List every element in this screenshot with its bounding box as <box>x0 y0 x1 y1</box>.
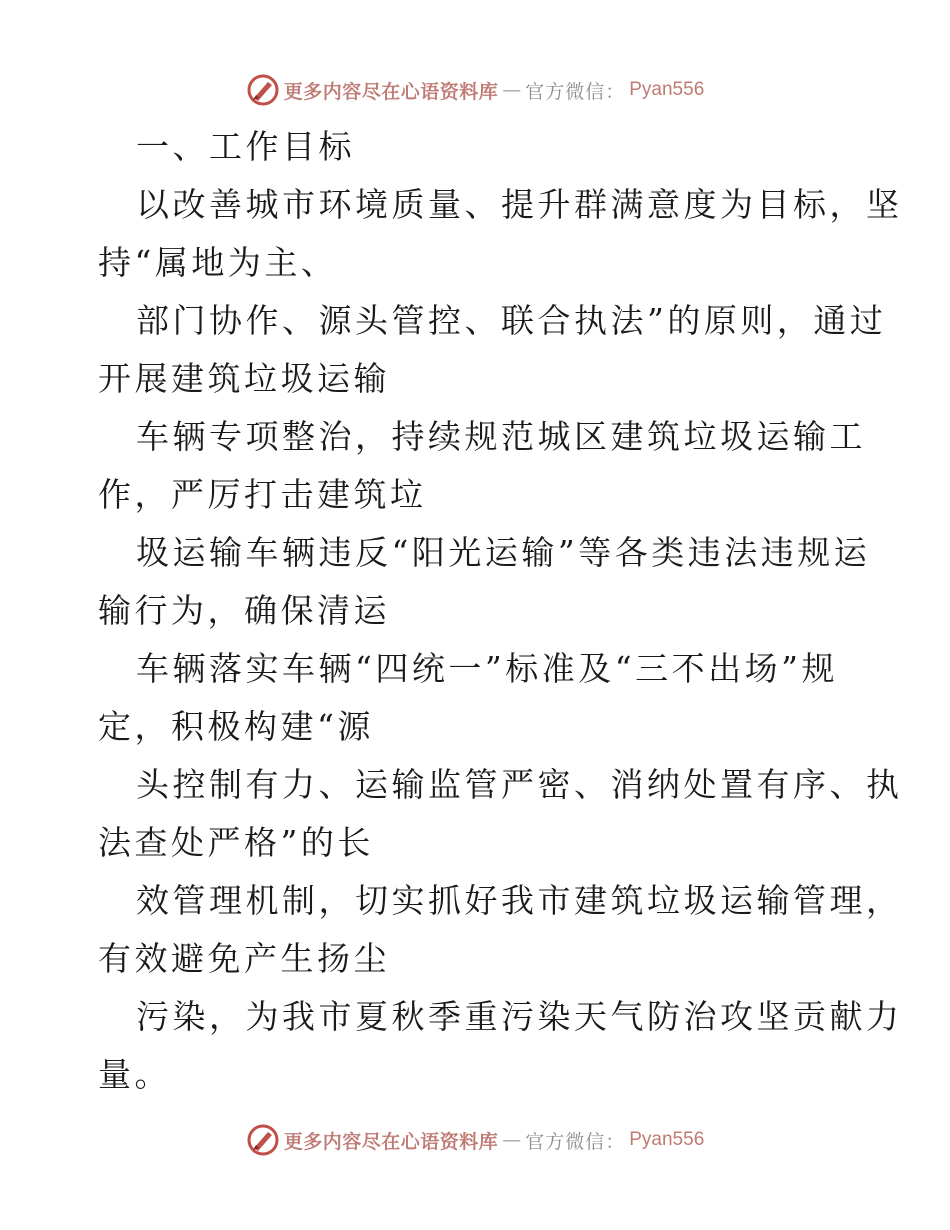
watermark-footer <box>0 1120 950 1160</box>
document-body <box>98 118 903 1104</box>
paragraph-line: 以改善城市环境质量、提升群满意度为目标，坚 <box>136 185 903 224</box>
paragraph-line: 法查处严格”的长 <box>98 823 374 862</box>
watermark-header <box>0 70 950 110</box>
watermark-dash: — <box>502 79 522 101</box>
paragraph-line: 量。 <box>98 1055 171 1094</box>
paragraph-line: 头控制有力、运输监管严密、消纳处置有序、执 <box>136 765 903 804</box>
watermark-dash: — <box>502 1129 522 1151</box>
paragraph-line: 定，积极构建“源 <box>98 707 374 746</box>
watermark-wechat-id: Pyan556 <box>629 1129 705 1150</box>
paragraph-line: 持“属地为主、 <box>98 243 338 282</box>
watermark-text: 更多内容尽在心语资料库 <box>283 1130 499 1153</box>
paragraph-line: 作，严厉打击建筑垃 <box>98 475 427 514</box>
pen-logo-icon <box>246 1123 280 1157</box>
paragraph-line: 有效避免产生扬尘 <box>98 939 390 978</box>
watermark-wechat-label: 官方微信： <box>525 80 626 103</box>
paragraph-line: 效管理机制，切实抓好我市建筑垃圾运输管理， <box>136 881 903 920</box>
watermark-text: 更多内容尽在心语资料库 <box>283 80 499 103</box>
paragraph-line: 部门协作、源头管控、联合执法”的原则，通过 <box>136 301 887 340</box>
paragraph-line: 开展建筑垃圾运输 <box>98 359 390 398</box>
paragraph-line: 车辆专项整治，持续规范城区建筑垃圾运输工 <box>136 417 866 456</box>
paragraph-line: 圾运输车辆违反“阳光运输”等各类违法违规运 <box>136 533 871 572</box>
pen-logo-icon <box>246 73 280 107</box>
watermark-wechat-label: 官方微信： <box>525 1130 626 1153</box>
paragraph-line: 污染，为我市夏秋季重污染天气防治攻坚贡献力 <box>136 997 903 1036</box>
section-heading: 一、工作目标 <box>136 127 355 166</box>
watermark-wechat-id: Pyan556 <box>629 79 705 100</box>
paragraph-line: 车辆落实车辆“四统一”标准及“三不出场”规 <box>136 649 838 688</box>
paragraph-line: 输行为，确保清运 <box>98 591 390 630</box>
